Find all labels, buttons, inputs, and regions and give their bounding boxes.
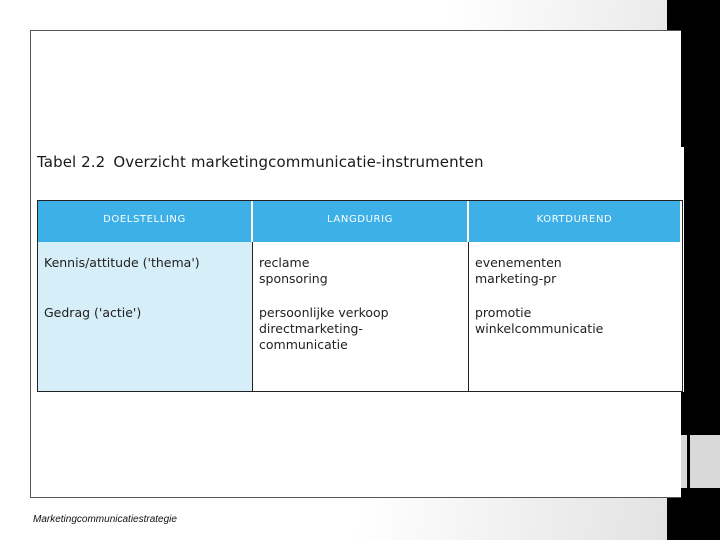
column-doelstelling: [38, 242, 253, 391]
table-title-text: Overzicht marketingcommunicatie-instrumenten: [113, 153, 484, 171]
column-langdurig: [253, 242, 469, 391]
cell-text: directmarketing-: [259, 321, 363, 336]
cell-text: persoonlijke verkoop: [259, 305, 389, 320]
overview-table: [37, 200, 683, 392]
cell-text: promotie: [475, 305, 532, 320]
header-langdurig: LANGDURIG: [253, 201, 469, 242]
table-panel: [32, 147, 684, 392]
table-row-1-kortdurend: [475, 255, 682, 287]
side-divider-vertical: [687, 432, 690, 488]
cell-text: communicatie: [259, 337, 348, 352]
header-kortdurend: KORTDUREND: [469, 201, 682, 242]
cell-text: winkelcommunicatie: [475, 321, 604, 336]
cell-text: sponsoring: [259, 271, 328, 286]
cell-text: Gedrag ('actie'): [44, 305, 142, 320]
table-row-2-kortdurend: [475, 305, 682, 337]
cell-text: evenementen: [475, 255, 562, 270]
table-row-2-doel: [44, 305, 252, 321]
table-title: [37, 153, 484, 171]
table-row-1-langdurig: [259, 255, 468, 287]
table-row-1-doel: [44, 255, 252, 287]
cell-text: marketing-pr: [475, 271, 557, 286]
table-row-2-langdurig: [259, 305, 468, 353]
column-kortdurend: [469, 242, 682, 391]
cell-text: Kennis/attitude ('thema'): [44, 255, 200, 270]
footer-caption: Marketingcommunicatiestrategie: [33, 514, 177, 525]
cell-text: reclame: [259, 255, 310, 270]
header-doelstelling: DOELSTELLING: [38, 201, 253, 242]
table-number: Tabel 2.2: [37, 153, 106, 171]
